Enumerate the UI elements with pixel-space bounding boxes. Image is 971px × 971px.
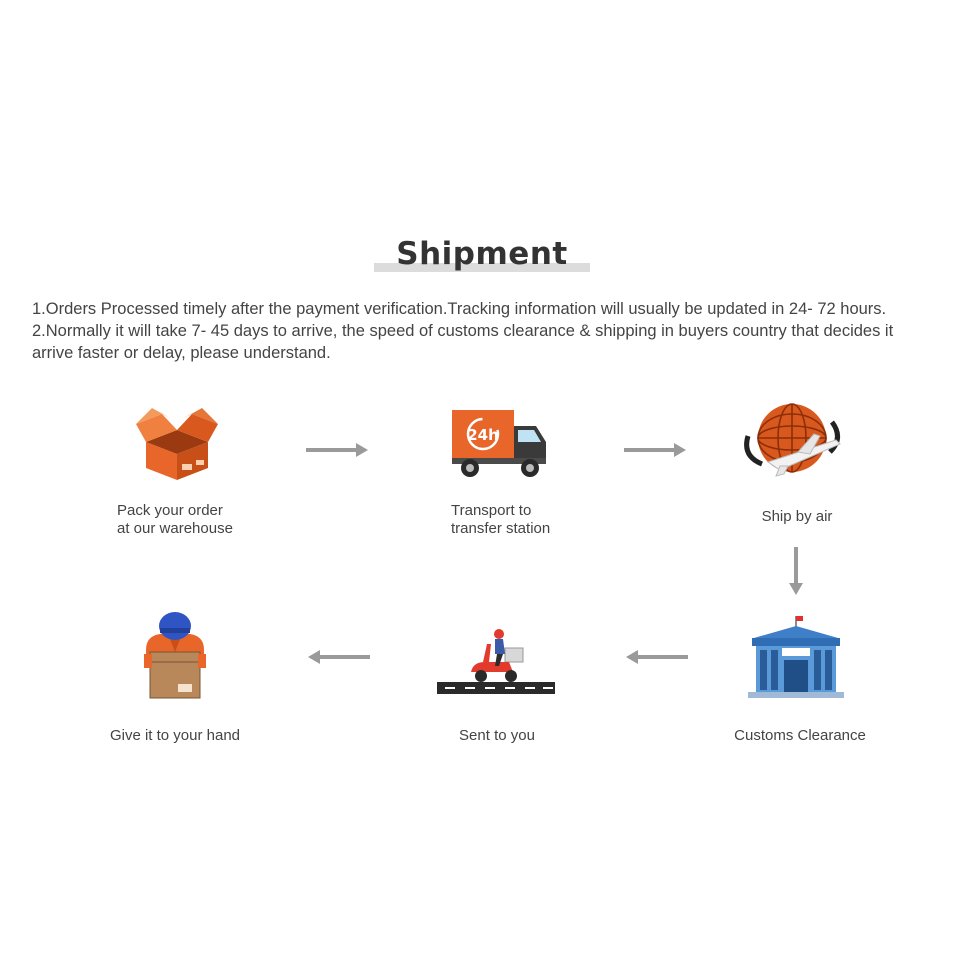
arrow-right-icon xyxy=(306,443,370,457)
step-give-label xyxy=(96,727,254,745)
airplane-globe-icon xyxy=(740,400,844,484)
shipping-notes xyxy=(32,298,937,364)
page-title-block xyxy=(374,236,590,276)
step-air-line1: Ship by air xyxy=(761,508,833,525)
truck-badge-text: 24h xyxy=(467,426,499,444)
arrow-left-icon xyxy=(306,650,370,664)
package-box-icon xyxy=(132,402,222,482)
step-pack-line1: Pack your order xyxy=(117,502,223,519)
delivery-truck-24h-icon xyxy=(450,408,550,480)
step-transport-line1: Transport to xyxy=(451,502,532,519)
customs-building-icon xyxy=(746,614,846,702)
step-sent-line1: Sent to you xyxy=(459,727,535,744)
step-pack-label xyxy=(117,502,233,538)
courier-with-box-icon xyxy=(138,606,212,702)
step-customs-line1: Customs Clearance xyxy=(734,727,866,744)
step-transport-line2: transfer station xyxy=(451,520,551,537)
arrow-right-icon xyxy=(624,443,688,457)
step-transport-label xyxy=(451,502,550,538)
step-pack-line2: at our warehouse xyxy=(117,520,233,537)
step-sent-label xyxy=(436,727,558,745)
step-give-line1: Give it to your hand xyxy=(109,727,241,744)
step-air-label xyxy=(738,508,856,526)
page-title: Shipment xyxy=(396,236,568,272)
delivery-scooter-icon xyxy=(437,624,555,698)
step-customs-label xyxy=(724,727,876,745)
arrow-left-icon xyxy=(624,650,688,664)
arrow-down-icon xyxy=(789,547,803,597)
note-2: 2.Normally it will take 7- 45 days to arrive, the speed of customs clearance & shipping in buyers country that decides it arrive faster or delay, please understand. xyxy=(32,322,894,362)
note-1: 1.Orders Processed timely after the payment verification.Tracking information will usually be updated in 24- 72 hours. xyxy=(32,300,887,318)
